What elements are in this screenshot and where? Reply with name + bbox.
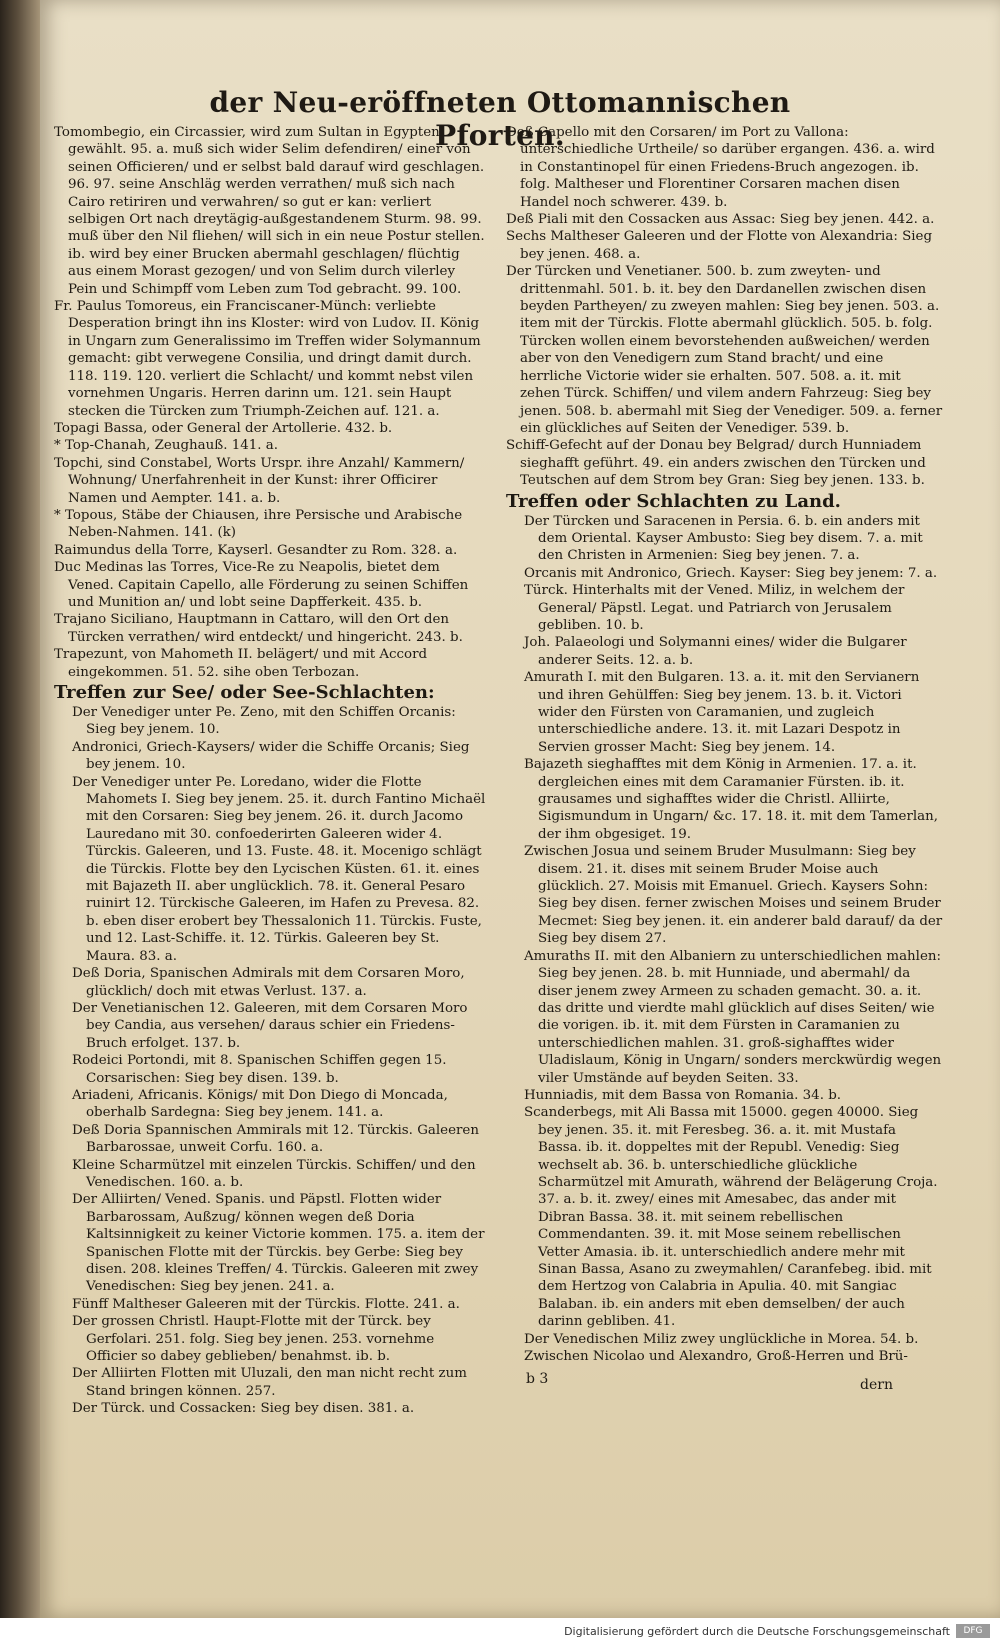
index-entry: Ariadeni, Africanis. Königs/ mit Don Diego di Moncada, oberhalb Sardegna: Sieg bey jenem. 141. a. [72,1087,448,1121]
footer-bar [0,1618,1000,1646]
section-heading: Treffen oder Schlachten zu Land. [506,490,841,512]
dfg-logo-icon: DFG [956,1624,990,1638]
index-entry: Der Venediger unter Pe. Zeno, mit den Schiffen Orcanis: Sieg bey jenem. 10. [72,705,456,738]
index-entry: Topchi, sind Constabel, Worts Urspr. ihre Anzahl/ Kammern/ Wohnung/ Unerfahrenheit in der Kunst: ihrer Officirer Namen und Aempter. 141. a. b. [54,455,465,506]
section-heading: Treffen zur See/ oder See-Schlachten: [54,682,435,703]
index-entry: Duc Medinas las Torres, Vice-Re zu Neapolis, bietet dem Vened. Capitain Capello, alle Förderung zu seinen Schiffen und Munition an/ und lobt seine Dapfferkeit. 435. b. [54,560,469,610]
index-entry: Türck. Hinterhalts mit der Vened. Miliz, in welchem der General/ Päpstl. Legat. und Patriarch von Jerusalem gebliben. 10. b. [524,583,905,633]
index-entry: Kleine Scharmützel mit einzelen Türckis. Schiffen/ und den Venedischen. 160. a. b. [72,1157,476,1190]
index-entry: Trapezunt, von Mahometh II. belägert/ und mit Accord eingekommen. 51. 52. sihe oben Terbozan. [54,647,428,680]
index-entry: Der Türck. und Cossacken: Sieg bey disen. 381. a. [72,1401,415,1417]
funding-notice: Digitalisierung gefördert durch die Deutsche Forschungsgemeinschaft [564,1625,950,1638]
index-entry: * Top-Chanah, Zeughauß. 141. a. [54,438,279,454]
index-entry: Sechs Maltheser Galeeren und der Flotte von Alexandria: Sieg bey jenen. 468. a. [506,229,933,262]
index-entry: Der Türcken und Saracenen in Persia. 6. b. ein anders mit dem Oriental. Kayser Ambusto: Sieg bey disem. 7. a. mit den Christen in Armenien: Sieg bey jenen. 7. a. [524,513,923,564]
index-entry: Deß Capello mit den Corsaren/ im Port zu Vallona: unterschiedliche Urtheile/ so darüber ergangen. 436. a. wird in Constantinopel für einen Friedens-Bruch angezogen. ib. folg. Maltheser und Florentiner Corsaren machen disen Handel noch schwerer. 439. b. [506,125,935,210]
index-entry: Trajano Siciliano, Hauptmann in Cattaro, will den Ort den Türcken verrathen/ wird entdeckt/ und hingericht. 243. b. [54,612,463,645]
index-entry: Amuraths II. mit den Albaniern zu unterschiedlichen mahlen: Sieg bey jenen. 28. b. mit Hunniade, und abermahl/ da diser jenem zwey Armeen zu schaden gemacht. 30. a. it. das dritte und vierdte mahl glücklich auf dises Seiten/ wie die vorigen. ib. it. mit dem Fürsten in Caramanien zu unterschiedlichen mahlen. 31. groß-sighafftes wider Uladislaum, König in Ungarn/ sonders merckwürdig wegen viler Umstände auf beyden Seiten. 33. [524,948,942,1086]
index-entry: Schiff-Gefecht auf der Donau bey Belgrad/ durch Hunniadem sieghafft geführt. 49. ein anders zwischen den Türcken und Teutschen auf dem Strom bey Gran: Sieg bey jenen. 133. b. [506,438,926,489]
index-entry: Deß Piali mit den Cossacken aus Assac: Sieg bey jenen. 442. a. [506,212,935,228]
left-column [54,124,486,1418]
index-entry: Raimundus della Torre, Kayserl. Gesandter zu Rom. 328. a. [54,542,458,558]
index-entry: Der Venedischen Miliz zwey unglückliche in Morea. 54. b. [524,1331,919,1347]
index-entry: Fünff Maltheser Galeeren mit der Türckis. Flotte. 241. a. [72,1296,460,1312]
index-entry: Joh. Palaeologi und Solymanni eines/ wider die Bulgarer anderer Seits. 12. a. b. [524,635,907,668]
index-entry: Rodeici Portondi, mit 8. Spanischen Schiffen gegen 15. Corsarischen: Sieg bey disen. 139. b. [72,1053,447,1086]
index-entry: Fr. Paulus Tomoreus, ein Franciscaner-Münch: verliebte Desperation bringt ihn ins Kloster: wird von Ludov. II. König in Ungarn zum Generalissimo im Treffen wider Solymannum gemacht: gibt verwegene Consilia, und dringt damit durch. 118. 119. 120. verliert die Schlacht/ und kommt nebst vilen vornehmen Ungaris. Herren darinn um. 121. sein Haupt stecken die Türcken zum Triumph-Zeichen auf. 121. a. [54,299,481,419]
catchword: dern [860,1377,893,1393]
index-entry: Scanderbegs, mit Ali Bassa mit 15000. gegen 40000. Sieg bey jenen. 35. it. mit Feresbeg. 36. a. it. mit Mustafa Bassa. ib. it. doppeltes mit der Republ. Venedig: Sieg wechselt ab. 36. b. unterschiedliche glückliche Scharmützel mit Amurath, während der Belägerung Croja. 37. a. b. it. zwey/ eines mit Amesabec, das ander mit Dibran Bassa. 38. it. mit seinem rebellischen Commendanten. 39. it. mit Mose seinem rebellischen Vetter Amasia. ib. it. unterschiedlich andere mehr mit Sinan Bassa, Asano zu zweymahlen/ Caranfebeg. ibid. mit dem Hertzog von Calabria in Apulia. 40. mit Sangiac Balaban. ib. ein anders mit eben demselben/ der auch darinn gebliben. 41. [524,1105,938,1330]
index-entry: Der grossen Christl. Haupt-Flotte mit der Türck. bey Gerfolari. 251. folg. Sieg bey jenen. 253. vornehme Officier so dabey geblieben/ benahmst. ib. b. [72,1314,435,1365]
page-title: der Neu-eröffneten Ottomannischen Pforten. [209,86,791,152]
index-entry: Der Alliirten Flotten mit Uluzali, den man nicht recht zum Stand bringen können. 257. [72,1366,467,1399]
index-entry: Der Alliirten/ Vened. Spanis. und Päpstl. Flotten wider Barbarossam, Außzug/ können wegen deß Doria Kaltsinnigkeit zu keiner Victorie kommen. 175. a. item der Spanischen Flotte mit der Türckis. bey Gerbe: Sieg bey disen. 208. kleines Treffen/ 4. Türckis. Galeeren mit zwey Venedischen: Sieg bey jenen. 241. a. [72,1192,485,1295]
index-entry: Bajazeth sieghafftes mit dem König in Armenien. 17. a. it. dergleichen eines mit dem Caramanier Fürsten. ib. it. grausames und sighafftes wider die Christl. Alliirte, Sigismundum in Ungarn/ &c. 17. 18. it. mit dem Tamerlan, der ihm obgesiget. 19. [524,757,939,842]
index-entry: * Topous, Stäbe der Chiausen, ihre Persische und Arabische Neben-Nahmen. 141. (k) [54,507,463,541]
index-entry: Orcanis mit Andronico, Griech. Kayser: Sieg bey jenem: 7. a. [524,565,938,581]
index-entry: Deß Doria, Spanischen Admirals mit dem Corsaren Moro, glücklich/ doch mit etwas Verlust. 137. a. [72,966,465,999]
index-entry: Amurath I. mit den Bulgaren. 13. a. it. mit den Servianern und ihren Gehülffen: Sieg bey jenem. 13. b. it. Victori wider den Fürsten von Caramanien, und zugleich unterschiedliche andere. 13. it. mit Lazari Despotz in Servien grosser Macht: Sieg bey jenem. 14. [524,670,920,755]
index-entry: Der Türcken und Venetianer. 500. b. zum zweyten- und drittenmahl. 501. b. it. bey den Dardanellen zwischen disen beyden Partheyen/ zu zweyen mahlen: Sieg bey jenen. 503. a. item mit der Türckis. Flotte abermahl glücklich. 505. b. folg. Türcken wollen einem bevorstehenden außweichen/ werden aber von den Venedigern zum Stand bracht/ und eine herrliche Victorie wider sie erhalten. 507. 508. a. it. mit zehen Türck. Schiffen/ und vilem andern Fahrzeug: Sieg bey jenen. 508. b. abermahl mit Sieg der Venediger. 509. a. ferner ein glückliches auf Seiten der Venediger. 539. b. [506,264,943,436]
index-entry: Zwischen Josua und seinem Bruder Musulmann: Sieg bey disem. 21. it. dises mit seinem Bruder Moise auch glücklich. 27. Moisis mit Emanuel. Griech. Kaysers Sohn: Sieg bey disen. ferner zwischen Moises und seinem Bruder Mecmet: Sieg bey jenen. it. ein anderer bald darauf/ da der Sieg bey disem 27. [524,844,943,947]
book-binding [0,0,40,1618]
book-page [40,0,1000,1618]
index-entry: Andronici, Griech-Kaysers/ wider die Schiffe Orcanis; Sieg bey jenem. 10. [72,739,470,773]
index-entry: Zwischen Nicolao und Alexandro, Groß-Herren und Brü- [524,1349,908,1365]
index-entry: Hunniadis, mit dem Bassa von Romania. 34. b. [524,1087,842,1103]
index-entry: Topagi Bassa, oder General der Artollerie. 432. b. [54,420,393,436]
signature-mark: b 3 [526,1371,549,1387]
index-entry: Deß Doria Spannischen Ammirals mit 12. Türckis. Galeeren Barbarossae, unweit Corfu. 160. a. [72,1122,479,1156]
index-entry: Der Venetianischen 12. Galeeren, mit dem Corsaren Moro bey Candia, aus versehen/ daraus schier ein Friedens-Bruch erfolget. 137. b. [72,1000,468,1051]
index-entry: Tomombegio, ein Circassier, wird zum Sultan in Egypten gewählt. 95. a. muß sich wider Selim defendiren/ einer von seinen Officieren/ und er selbst bald darauf wird geschlagen. 96. 97. seine Anschläg werden verrathen/ muß sich nach Cairo retiriren und verwahren/ so gut er kan: verliert selbigen Ort nach dreytägig-außgestandenem Sturm. 98. 99. muß über den Nil fliehen/ will sich in ein neue Postur stellen. ib. wird bey einer Brucken abermahl geschlagen/ flüchtig aus einem Morast gezogen/ und von Selim durch vilerley Pein und Schimpff vom Leben zum Tod gebracht. 99. 100. [54,125,485,297]
index-entry: Der Venediger unter Pe. Loredano, wider die Flotte Mahomets I. Sieg bey jenem. 25. it. durch Fantino Michaël mit den Corsaren: Sieg bey jenem. 26. it. durch Jacomo Lauredano mit 30. confoederirten Galeeren wider 4. Türckis. Galeeren, und 13. Fuste. 48. it. Mocenigo schlägt die Türckis. Flotte bey den Lycischen Küsten. 61. it. eines mit Bajazeth II. aber unglücklich. 78. it. General Pesaro ruinirt 12. Türckische Galeeren, im Hafen zu Prevesa. 82. b. eben diser erobert bey Thessalonich 11. Türckis. Fuste, und 12. Last-Schiffe. it. 12. Türkis. Galeeren bey St. Maura. 83. a. [72,774,486,964]
right-column [506,124,944,1365]
